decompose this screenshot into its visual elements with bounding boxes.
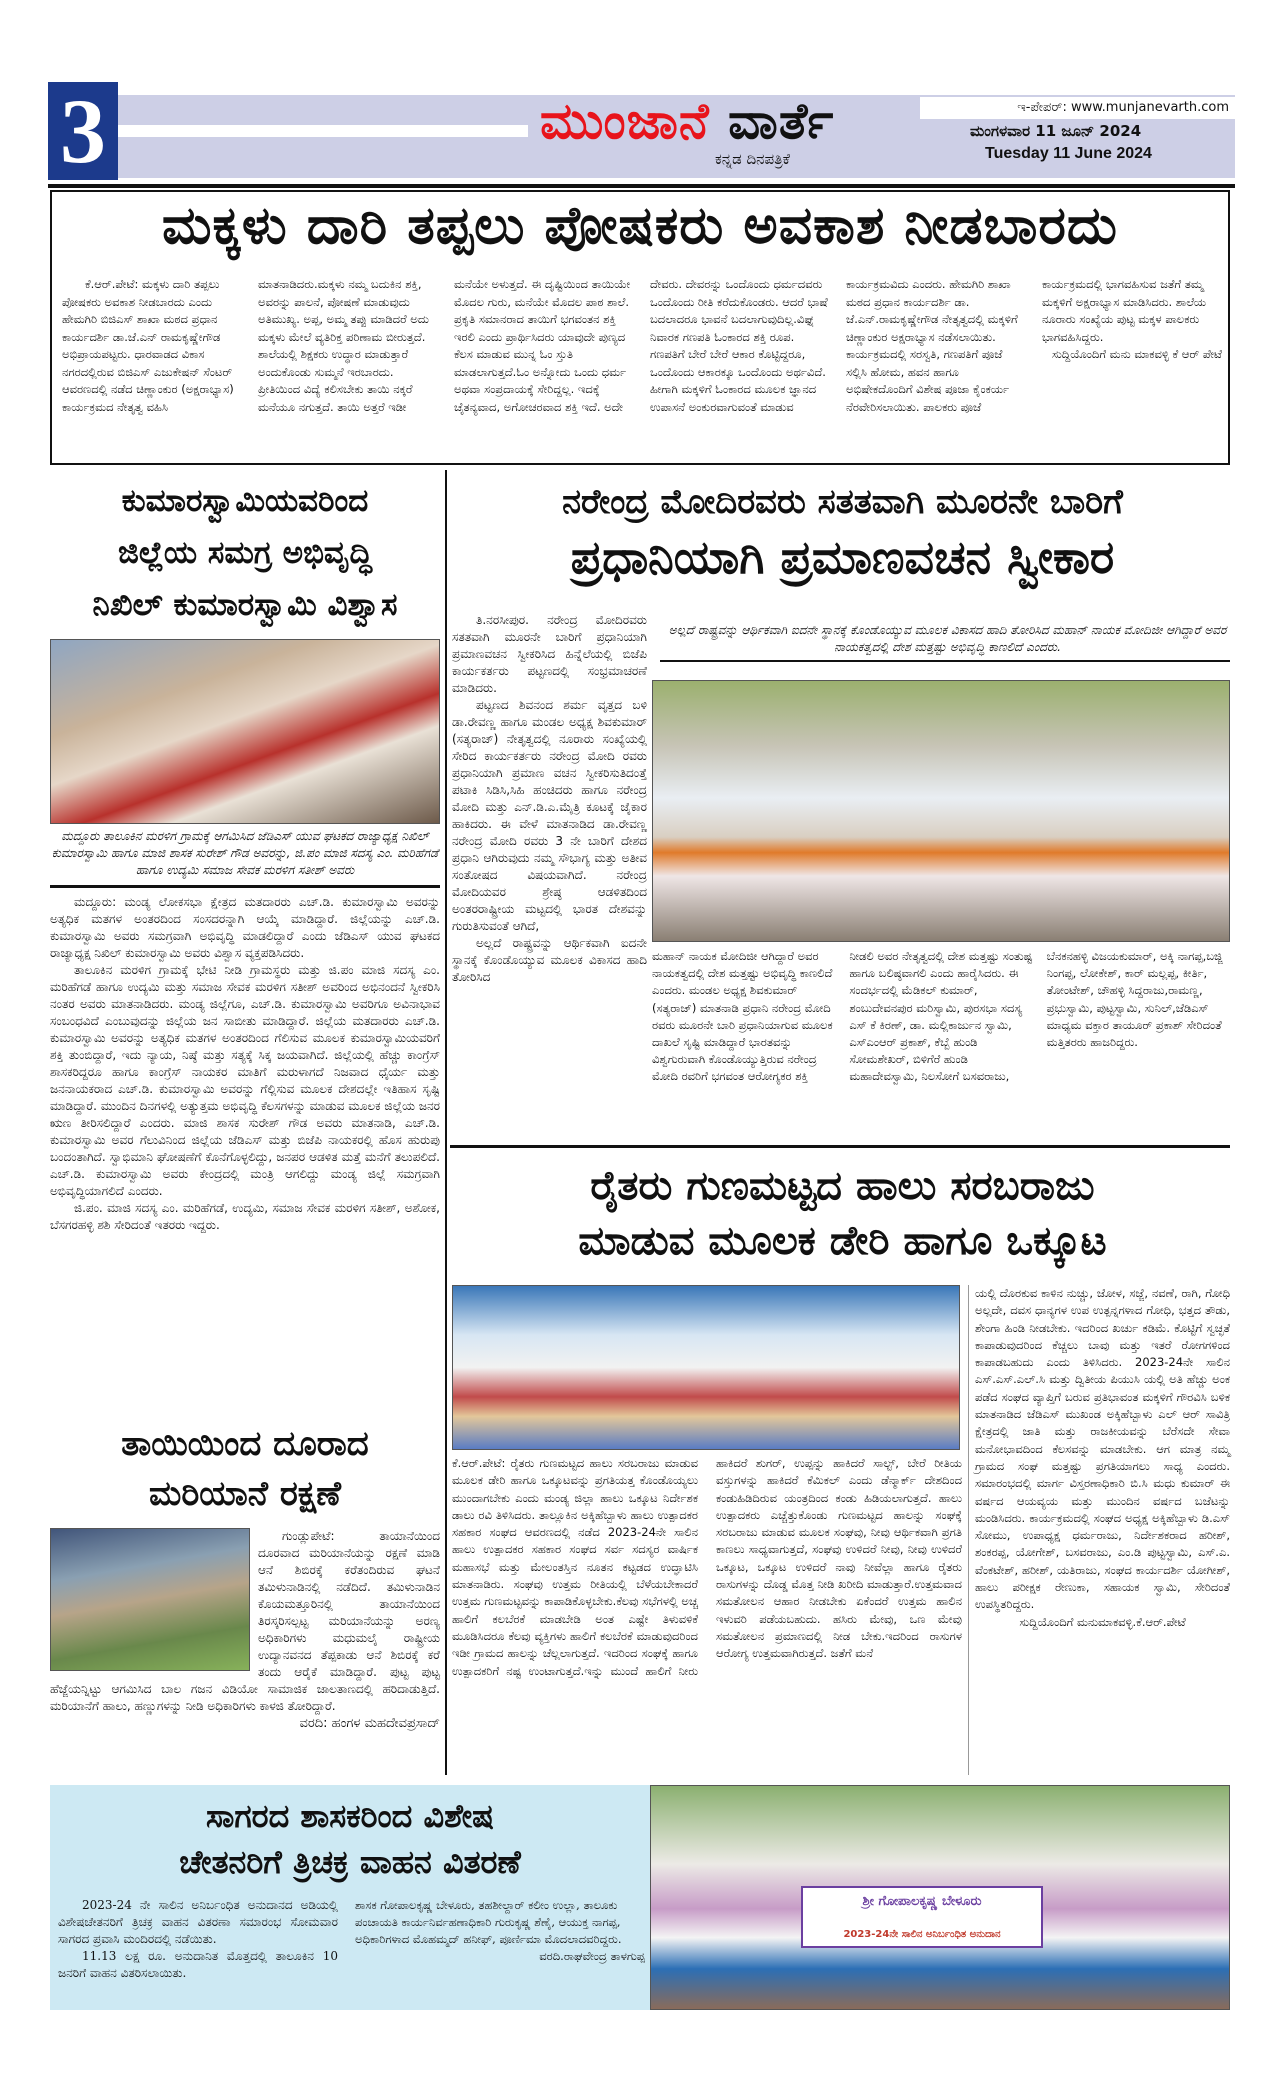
column-divider [445, 470, 447, 1775]
headline-line: ಜಿಲ್ಲೆಯ ಸಮಗ್ರ ಅಭಿವೃದ್ಧಿ [118, 535, 372, 571]
tricycle-distribution-photo [650, 1785, 1230, 2010]
modi-headline-line1: ನರೇಂದ್ರ ಮೋದಿರವರು ಸತತವಾಗಿ ಮೂರನೇ ಬಾರಿಗೆ [562, 482, 1123, 522]
tricycle-col1 [58, 1897, 338, 1982]
tagline: ಕನ್ನಡ ದಿನಪತ್ರಿಕೆ [715, 150, 791, 168]
modi-pull-quote: ಅಲ್ಲದೆ ರಾಷ್ಟ್ರವನ್ನು ಆರ್ಥಿಕವಾಗಿ ಐದನೇ ಸ್ಥಾನಕ್ಕೆ ಕೊಂಡೊಯ್ಯುವ ಮೂಲಕ ವಿಕಾಸದ ಹಾದಿ ತೋರಿಸಿದ ಮಹಾನ್ ನಾಯಕ ಮೋದಿಜೀ ಆಗಿದ್ದಾರೆ ಅವರ ನಾಯಕತ್ವದಲ್ಲಿ ದೇಶ ಮತ್ತಷ್ಟು ಅಭಿವೃದ್ಧಿ ಕಾಣಲಿದೆ ಎಂದರು. [668, 623, 1227, 654]
elephant-headline-line2: ಮರಿಯಾನೆ ರಕ್ಷಣೆ [149, 1474, 341, 1514]
divider [660, 660, 1230, 662]
date-kannada: ಮಂಗಳವಾರ 11 ಜೂನ್ 2024 [970, 122, 1142, 140]
modi-side-column [452, 612, 647, 986]
tricycle-col2 [355, 1897, 645, 1965]
divider [48, 184, 1235, 188]
masthead-divider [118, 125, 528, 137]
headline-line: ನಿಖಿಲ್ ಕುಮಾರಸ್ವಾಮಿ ವಿಶ್ವಾಸ [92, 587, 398, 623]
banner-subtitle: 2023-24ನೇ ಸಾಲಿನ ಅನಿರ್ಬಂಧಿತ ಅನುದಾನ [843, 1929, 1001, 1940]
elephant-body [50, 1528, 440, 1732]
elephant-headline-line1: ತಾಯಿಯಿಂದ ದೂರಾದ [121, 1424, 369, 1464]
date-english: Tuesday 11 June 2024 [985, 145, 1152, 162]
lead-body-text: ಕೆ.ಆರ್.ಪೇಟೆ: ಮಕ್ಕಳು ದಾರಿ ತಪ್ಪಲು ಪೋಷಕರು ಅವಕಾಶ ನೀಡಬಾರದು ಎಂದು ಹೇಮಗಿರಿ ಬಿಜಿಎಸ್ ಶಾಖಾ ಮಠದ ಪ್ರಧಾನ ಕಾರ್ಯದರ್ಶಿ ಡಾ.ಜೆ.ಎನ್ ರಾಮಕೃಷ್ಣೇಗೌಡ ಅಭಿಪ್ರಾಯಪಟ್ಟರು. ಧಾರವಾಡದ ವಿಕಾಸ ನಗರದಲ್ಲಿರುವ ಬಿಜಿಎಸ್ ಎಜುಕೇಷನ್ ಸೆಂಟರ್ ಆವರಣದಲ್ಲಿ ನಡೆದ ಚಿಣ್ಣಾಂಕುರ (ಅಕ್ಷರಾಭ್ಯಾಸ) ಕಾರ್ಯಕ್ರಮದ ನೇತೃತ್ವ ವಹಿಸಿ ಮಾತನಾಡಿದರು.ಮಕ್ಕಳು ನಮ್ಮ ಬದುಕಿನ ಶಕ್ತಿ, ಅವರನ್ನು ಪಾಲನೆ, ಪೋಷಣೆ ಮಾಡುವುದು ಅತಿಮುಖ್ಯ. ಅಪ್ಪ, ಅಮ್ಮ ತಪ್ಪು ಮಾಡಿದರೆ ಅದು ಮಕ್ಕಳು ಮೇಲೆ ವ್ಯತಿರಿಕ್ತ ಪರಿಣಾಮ ಬೀರುತ್ತದೆ. ಶಾಲೆಯಲ್ಲಿ ಶಿಕ್ಷಕರು ಉದ್ಧಾರ ಮಾಡುತ್ತಾರೆ ಅಂದುಕೊಂಡು ಸುಮ್ಮನೆ ಇರಬಾರದು. ಪ್ರೀತಿಯಿಂದ ವಿದ್ಯೆ ಕಲಿಸಬೇಕು ತಾಯಿ ನಕ್ಕರೆ ಮನೆಯೂ ನಗುತ್ತದೆ. ತಾಯಿ ಅತ್ತರೆ ಇಡೀ ಮನೆಯೇ ಅಳುತ್ತದೆ. ಈ ದೃಷ್ಟಿಯಿಂದ ತಾಯಿಯೇ ಮೊದಲ ಗುರು, ಮನೆಯೇ ಮೊದಲ ಪಾಠ ಶಾಲೆ. ಪ್ರಕೃತಿ ಸಮಾನರಾದ ತಾಯಿಗೆ ಭಗವಂತನ ಶಕ್ತಿ ಇರಲಿ ಎಂದು ಪ್ರಾರ್ಥಿಸಿದರು ಯಾವುದೇ ಪುಣ್ಯದ ಕೆಲಸ ಮಾಡುವ ಮುನ್ನ ಓಂ ಸ್ತುತಿ ಮಾಡಲಾಗುತ್ತದೆ.ಓಂ ಅನ್ನೋದು ಒಂದು ಧರ್ಮ ಅಥವಾ ಸಂಪ್ರದಾಯಕ್ಕೆ ಸೇರಿದ್ದಲ್ಲ. ಇದಕ್ಕೆ ಚೈತನ್ಯವಾದ, ಅಗೋಚರವಾದ ಶಕ್ತಿ ಇದೆ. ಅದೇ ದೇವರು. ದೇವರನ್ನು ಒಂದೊಂದು ಧರ್ಮದವರು ಒಂದೊಂದು ರೀತಿ ಕರೆದುಕೊಂಡರು. ಆದರೆ ಭಾಷೆ ಬದಲಾದರೂ ಭಾವನೆ ಬದಲಾಗುವುದಿಲ್ಲ.ವಿಘ್ನ ನಿವಾರಕ ಗಣಪತಿ ಓಂಕಾರದ ಶಕ್ತಿ ರೂಪ. ಗಣಪತಿಗೆ ಬೇರೆ ಬೇರೆ ಆಕಾರ ಕೊಟ್ಟಿದ್ದರೂ, ಒಂದೊಂದು ಆಕಾರಕ್ಕೂ ಒಂದೊಂದು ಅರ್ಥವಿದೆ. ಹೀಗಾಗಿ ಮಕ್ಕಳಿಗೆ ಓಂಕಾರದ ಮೂಲಕ ಜ್ಞಾನದ ಉಪಾಸನೆ ಅಂಕುರವಾಗುವಂತೆ ಮಾಡುವ ಕಾರ್ಯಕ್ರಮವಿದು ಎಂದರು. ಹೇಮಗಿರಿ ಶಾಖಾ ಮಠದ ಪ್ರಧಾನ ಕಾರ್ಯದರ್ಶಿ ಡಾ. ಜೆ.ಎನ್.ರಾಮಕೃಷ್ಣೇಗೌಡ ನೇತೃತ್ವದಲ್ಲಿ ಮಕ್ಕಳಿಗೆ ಚಿಣ್ಣಾಂಕುರ ಅಕ್ಷರಾಭ್ಯಾಸ ನಡೆಸಲಾಯಿತು. ಕಾರ್ಯಕ್ರಮದಲ್ಲಿ ಸರಸ್ವತಿ, ಗಣಪತಿಗೆ ಪೂಜೆ ಸಲ್ಲಿಸಿ ಹೋಮ, ಹವನ ಹಾಗೂ ಅಭಿಷೇಕದೊಂದಿಗೆ ವಿಶೇಷ ಪೂಜಾ ಕೈಂಕರ್ಯ ನೆರವೇರಿಸಲಾಯಿತು. ಪಾಲಕರು ಪೂಜೆ ಕಾರ್ಯಕ್ರಮದಲ್ಲಿ ಭಾಗವಹಿಸುವ ಜತೆಗೆ ತಮ್ಮ ಮಕ್ಕಳಿಗೆ ಅಕ್ಷರಾಭ್ಯಾಸ ಮಾಡಿಸಿದರು. ಶಾಲೆಯ ನೂರಾರು ಸಂಖ್ಯೆಯ ಪುಟ್ಟ ಮಕ್ಕಳ ಪಾಲಕರು ಭಾಗವಹಿಸಿದ್ದರು. [62, 277, 1207, 414]
lead-byline: ಸುದ್ದಿಯೊಂದಿಗೆ ಮನು ಮಾಕವಳ್ಳಿ ಕೆ ಆರ್ ಪೇಟೆ [1052, 347, 1222, 361]
tricycle-headline-line1: ಸಾಗರದ ಶಾಸಕರಿಂದ ವಿಶೇಷ [206, 1797, 494, 1835]
dairy-headline-line1: ರೈತರು ಗುಣಮಟ್ಟದ ಹಾಲು ಸರಬರಾಜು [590, 1163, 1095, 1209]
dairy-headline-line2: ಮಾಡುವ ಮೂಲಕ ಡೇರಿ ಹಾಗೂ ಒಕ್ಕೂಟ [578, 1218, 1107, 1264]
dairy-body: ಕೆ.ಆರ್.ಪೇಟೆ: ರೈತರು ಗುಣಮಟ್ಟದ ಹಾಲು ಸರಬರಾಜು ಮಾಡುವ ಮೂಲಕ ಡೇರಿ ಹಾಗೂ ಒಕ್ಕೂಟವನ್ನು ಪ್ರಗತಿಯತ್ತ ಕೊಂಡೊಯ್ಯಲು ಮುಂದಾಗಬೇಕು ಎಂದು ಮಂಡ್ಯ ಜಿಲ್ಲಾ ಹಾಲು ಒಕ್ಕೂಟ ನಿರ್ದೇಶಕ ಡಾಲು ರವಿ ತಿಳಿಸಿದರು. ತಾಲ್ಲೂಕಿನ ಅಕ್ಕಿಹೆಬ್ಬಾಳು ಹಾಲು ಉತ್ಪಾದಕರ ಸಹಕಾರ ಸಂಘದ ಆವರಣದಲ್ಲಿ ನಡೆದ 2023-24ನೇ ಸಾಲಿನ ಹಾಲು ಉತ್ಪಾದಕರ ಸಹಕಾರ ಸಂಘದ ಸರ್ವ ಸದಸ್ಯರ ವಾರ್ಷಿಕ ಮಹಾಸಭೆ ಮತ್ತು ಮೇಲಂತಸ್ತಿನ ನೂತನ ಕಟ್ಟಡದ ಉದ್ಘಾಟಿಸಿ ಮಾತನಾಡಿರು. ಸಂಘವು ಉತ್ತಮ ರೀತಿಯಲ್ಲಿ ಬೆಳೆಯಬೇಕಾದರೆ ಉತ್ತಮ ಗುಣಮಟ್ಟವನ್ನು ಕಾಪಾಡಿಕೊಳ್ಳಬೇಕು.ಕೆಲವು ಸಭೆಗಳಲ್ಲಿ ಅಚ್ಚ ಹಾಲಿಗೆ ಕಲಬೆರಕೆ ಮಾಡಬೇಡಿ ಅಂತ ಎಷ್ಟೇ ತಿಳುವಳಿಕೆ ಮೂಡಿಸಿದರೂ ಕೆಲವು ವ್ಯಕ್ತಿಗಳು ಹಾಲಿಗೆ ಕಲಬೆರಕೆ ಮಾಡುವುದರಿಂದ ಇಡೀ ಗ್ರಾಮದ ಹಾಲನ್ನು ಚೆಲ್ಲಲಾಗುತ್ತದೆ. ಇದರಿಂದ ಸಂಘಕ್ಕೆ ಹಾಗೂ ಉತ್ಪಾದಕರಿಗೆ ನಷ್ಟ ಉಂಟಾಗುತ್ತದೆ.ಇನ್ನು ಮುಂದೆ ಹಾಲಿಗೆ ನೀರು ಹಾಕಿದರೆ ಶುಗರ್, ಉಪ್ಪನ್ನು ಹಾಕಿದರೆ ಸಾಲ್ಟ್, ಬೇರೆ ರೀತಿಯ ವಸ್ತುಗಳನ್ನು ಹಾಕಿದರೆ ಕೆಮಿಕಲ್ ಎಂದು ಡೆನ್ಮಾರ್ಕ್ ದೇಶದಿಂದ ಕಂಡುಹಿಡಿದಿರುವ ಯಂತ್ರದಿಂದ ಕಂಡು ಹಿಡಿಯಲಾಗುತ್ತದೆ. ಹಾಲು ಉತ್ಪಾದಕರು ಎಚ್ಚೆತ್ತುಕೊಂಡು ಗುಣಮಟ್ಟದ ಹಾಲನ್ನು ಸಂಘಕ್ಕೆ ಸರಬರಾಜು ಮಾಡುವ ಮೂಲಕ ಸಂಘವು, ನೀವು ಆರ್ಥಿಕವಾಗಿ ಪ್ರಗತಿ ಕಾಣಲು ಸಾಧ್ಯವಾಗುತ್ತದೆ, ಸಂಘವು ಉಳಿದರೆ ನೀವು, ನೀವು ಉಳಿದರೆ ಒಕ್ಕೂಟ, ಒಕ್ಕೂಟ ಉಳಿದರೆ ನಾವು ನೀವೆಲ್ಲಾ ಹಾಗೂ ರೈತರು ರಾಸುಗಳನ್ನು ದೊಡ್ಡ ಮೊತ್ತ ನೀಡಿ ಖರೀದಿ ಮಾಡುತ್ತಾರೆ.ಉತ್ತಮವಾದ ಸಮತೋಲನ ಆಹಾರ ನೀಡಬೇಕು ಏಕೆಂದರೆ ಉತ್ತಮ ಹಾಲಿನ ಇಳುವರಿ ಪಡೆಯಬಹುದು. ಹಸಿರು ಮೇವು, ಒಣ ಮೇವು ಸಮತೋಲನ ಪ್ರಮಾಣದಲ್ಲಿ ನೀಡ ಬೇಕು.ಇದರಿಂದ ರಾಸುಗಳ ಆರೋಗ್ಯ ಉತ್ತಮವಾಗಿರುತ್ತದೆ. ಜತೆಗೆ ಮನೆ [452, 1456, 962, 1678]
dairy-meeting-photo [452, 1285, 960, 1450]
baby-elephant-photo [50, 1528, 250, 1671]
divider [50, 885, 440, 888]
paragraph: ಯಲ್ಲಿ ದೊರಕುವ ಕಾಳಿನ ನುಚ್ಚು, ಜೋಳ, ಸಜ್ಜೆ, ನವಣೆ, ರಾಗಿ, ಗೋಧಿ ಅಲ್ಲದೇ, ದವಸ ಧಾನ್ಯಗಳ ಉಪ ಉತ್ಪನ್ನಗಳಾದ ಗೋಧಿ, ಭತ್ತದ ತೌಡು, ಶೇಂಗಾ ಹಿಂಡಿ ನೀಡಬೇಕು. ಇದರಿಂದ ಖರ್ಚು ಕಡಿಮೆ. ಕೊಟ್ಟಿಗೆ ಸ್ವಚ್ಛತೆ ಕಾಪಾಡುವುದರಿಂದ ಕೆಚ್ಚಲು ಬಾವು ಮತ್ತು ಇತರೆ ರೋಗಗಳಿಂದ ಕಾಪಾಡಬಹುದು ಎಂದು ತಿಳಿಸಿದರು. 2023-24ನೇ ಸಾಲಿನ ಎಸ್.ಎಸ್.ಎಲ್.ಸಿ ಮತ್ತು ದ್ವಿತೀಯ ಪಿಯುಸಿ ಯಲ್ಲಿ ಅತಿ ಹೆಚ್ಚು ಅಂಕ ಪಡೆದ ಸಂಘದ ವ್ಯಾಪ್ತಿಗೆ ಬರುವ ಪ್ರತಿಭಾವಂತ ಮಕ್ಕಳಿಗೆ ಗೌರವಿಸಿ ಬಳಿಕ ಮಾತನಾಡಿದ ಜೆಡಿಎಸ್ ಮುಖಂಡ ಅಕ್ಕಿಹೆಬ್ಬಾಳು ಎಲ್ ಆರ್ ಸಾವಿತ್ರಿ ಕ್ಷೇತ್ರದಲ್ಲಿ ಜಾತಿ ಮತ್ತು ರಾಜಕೀಯವನ್ನು ಬೆರೆಸದೇ ಸೇವಾ ಮನೋಭಾವದಿಂದ ಕೆಲಸವನ್ನು ಮಾಡಬೇಕು. ಆಗ ಮಾತ್ರ ನಮ್ಮ ಗ್ರಾಮದ ಸಂಘ ಮತ್ತಷ್ಟು ಪ್ರಗತಿಯಾಗಲು ಸಾಧ್ಯ ಎಂದರು. ಸಮಾರಂಭದಲ್ಲಿ ಮಾರ್ಗ ವಿಸ್ತರಣಾಧಿಕಾರಿ ಬಿ.ಸಿ ಮಧು ಕುಮಾರ್ ಈ ವರ್ಷದ ಆಯವ್ಯಯ ಮತ್ತು ಮುಂದಿನ ವರ್ಷದ ಬಜೆಟನ್ನು ಮಂಡಿಸಿದರು. ಕಾರ್ಯಕ್ರಮದಲ್ಲಿ ಸಂಘದ ಅಧ್ಯಕ್ಷ ಅಕ್ಕಿಹೆಬ್ಬಾಳು ಡಿ.ಎಸ್ ಸೋಮು, ಉಪಾಧ್ಯಕ್ಷ ಧರ್ಮರಾಜು, ನಿರ್ದೇಶಕರಾದ ಹರೀಶ್, ಶಂಕರಪ್ಪ, ಯೋಗೇಶ್, ಬಸವರಾಜು, ಎಂ.ಡಿ ಪುಟ್ಟಸ್ವಾಮಿ, ಎಸ್.ಎ. ವೆಂಕಟೇಶ್, ಹರೀಶ್, ಯತಿರಾಜು, ಸಂಘದ ಕಾರ್ಯದರ್ಶಿ ಯೋಗೀಶ್, ಹಾಲು ಪರೀಕ್ಷಕ ರೇಣುಕಾ, ಸಹಾಯಕ ಸ್ವಾಮಿ, ಸೇರಿದಂತೆ ಉಪಸ್ಥಿತರಿದ್ದರು. [975, 1286, 1230, 1612]
logo-part1: ಮುಂಜಾನೆ [540, 92, 710, 150]
elephant-byline: ವರದಿ: ಹಂಗಳ ಮಹದೇವಪ್ರಸಾದ್ [299, 1716, 440, 1731]
paragraph: ಶಾಸಕ ಗೋಪಾಲಕೃಷ್ಣ ಬೇಳೂರು, ತಹಶೀಲ್ದಾರ್ ಕಲೀಂ ಉಲ್ಲಾ, ತಾಲೂಕು ಪಂಚಾಯತಿ ಕಾರ್ಯನಿರ್ವಹಣಾಧಿಕಾರಿ ಗುರುಕೃಷ್ಣ ಶೆಣೈ, ಆಯುಕ್ತ ನಾಗಪ್ಪ, ಅಧಿಕಾರಿಗಳಾದ ಮೊಹಮ್ಮದ್ ಹನೀಫ್, ಪೂರ್ಣಿಮಾ ಮೊದಲಾದವರಿದ್ದರು. [355, 1898, 622, 1946]
paragraph: ಅಲ್ಲದೆ ರಾಷ್ಟ್ರವನ್ನು ಆರ್ಥಿಕವಾಗಿ ಐದನೇ ಸ್ಥಾನಕ್ಕೆ ಕೊಂಡೊಯ್ಯುವ ಮೂಲಕ ವಿಕಾಸದ ಹಾದಿ ತೋರಿಸಿದ [452, 936, 647, 984]
tricycle-headline-line2: ಚೇತನರಿಗೆ ತ್ರಿಚಕ್ರ ವಾಹನ ವಿತರಣೆ [179, 1843, 521, 1881]
kumaraswamy-headline [50, 475, 440, 631]
tricycle-byline: ವರದಿ.ರಾಘವೇಂದ್ರ ತಾಳಗುಪ್ಪ [539, 1949, 645, 1963]
dairy-byline: ಸುದ್ದಿಯೊಂದಿಗೆ ಮನುಮಾಕವಳ್ಳಿ.ಕೆ.ಆರ್.ಪೇಟೆ [1019, 1614, 1186, 1629]
headline-line: ಕುಮಾರಸ್ವಾಮಿಯವರಿಂದ [121, 483, 369, 519]
paragraph: 11.13 ಲಕ್ಷ ರೂ. ಅನುದಾನಿತ ಮೊತ್ತದಲ್ಲಿ ತಾಲೂಕಿನ 10 ಜನರಿಗೆ ವಾಹನ ವಿತರಿಸಲಾಯಿತು. [58, 1949, 338, 1980]
page-number: 3 [48, 82, 118, 180]
modi-headline-line2: ಪ್ರಧಾನಿಯಾಗಿ ಪ್ರಮಾಣವಚನ ಸ್ವೀಕಾರ [570, 530, 1115, 584]
photo-banner [801, 1886, 1043, 1948]
paragraph: ತಿ.ನರಸೀಪುರ. ನರೇಂದ್ರ ಮೋದಿರವರು ಸತತವಾಗಿ ಮೂರನೇ ಬಾರಿಗೆ ಪ್ರಧಾನಿಯಾಗಿ ಪ್ರಮಾಣವಚನ ಸ್ವೀಕರಿಸಿದ ಹಿನ್ನೆಲೆಯಲ್ಲಿ ಬಿಜೆಪಿ ಕಾರ್ಯಕರ್ತರು ಪಟ್ಟಣದಲ್ಲಿ ಸಂಭ್ರಮಾಚರಣೆ ಮಾಡಿದರು. [452, 613, 647, 695]
dairy-right-column [975, 1285, 1230, 1631]
lead-headline: ಮಕ್ಕಳು ದಾರಿ ತಪ್ಪಲು ಪೋಷಕರು ಅವಕಾಶ ನೀಡಬಾರದು [162, 196, 1118, 256]
lead-story [50, 190, 1230, 465]
modi-bottom-columns: ಮಹಾನ್ ನಾಯಕ ಮೋದಿಜೀ ಆಗಿದ್ದಾರೆ ಅವರ ನಾಯಕತ್ವದಲ್ಲಿ ದೇಶ ಮತ್ತಷ್ಟು ಅಭಿವೃದ್ಧಿ ಕಾಣಲಿದೆ ಎಂದರು. ಮಂಡಲ ಅಧ್ಯಕ್ಷ ಶಿವಕುಮಾರ್ (ಸತ್ಯರಾಜ್) ಮಾತನಾಡಿ ಪ್ರಧಾನಿ ನರೇಂದ್ರ ಮೋದಿ ರವರು ಮೂರನೇ ಬಾರಿ ಪ್ರಧಾನಿಯಾಗುವ ಮೂಲಕ ದಾಖಲೆ ಸೃಷ್ಟಿ ಮಾಡಿದ್ದಾರೆ ಭಾರತವನ್ನು ವಿಶ್ವಗುರುವಾಗಿ ಕೊಂಡೊಯ್ಯುತ್ತಿರುವ ನರೇಂದ್ರ ಮೋದಿ ರವರಿಗೆ ಭಗವಂತ ಆರೋಗ್ಯಕರ ಶಕ್ತಿ ನೀಡಲಿ ಅವರ ನೇತೃತ್ವದಲ್ಲಿ ದೇಶ ಮತ್ತಷ್ಟು ಸಂತುಷ್ಟ ಹಾಗೂ ಬಲಿಷ್ಠವಾಗಲಿ ಎಂದು ಹಾರೈಸಿದರು. ಈ ಸಂದರ್ಭದಲ್ಲಿ ಮೆಡಿಕಲ್ ಕುಮಾರ್, ಶಂಬುದೇವನಪುರ ಮರಿಸ್ವಾಮಿ, ಪುರಸಭಾ ಸದಸ್ಯ ಎಸ್ ಕೆ ಕಿರಣ್, ಡಾ. ಮಲ್ಲಿಕಾರ್ಜುನ ಸ್ವಾಮಿ, ಎಸ್‌ಎಂಆರ್ ಪ್ರಕಾಶ್, ಕೆಬ್ಬೆ ಹುಂಡಿ ಸೋಮಶೇಖರ್, ಬಿಳಿಗೆರೆ ಹುಂಡಿ ಮಹಾದೇವಸ್ವಾಮಿ, ನಿಲಸೋಗೆ ಬಸವರಾಜು, ಬೆನಕನಹಳ್ಳಿ ವಿಜಯಕುಮಾರ್, ಅಕ್ಕಿ ನಾಗಪ್ಪ,ಬಜ್ಜಿ ನಿಂಗಪ್ಪ, ಲೋಕೇಶ್, ಕಾರ್ ಮಲ್ಲಪ್ಪ, ಕೀರ್ತಿ, ತೋಂಟೇಶ್, ಚೌಹಳ್ಳಿ ಸಿದ್ದರಾಜು,ರಾಮಣ್ಣ, ಪ್ರಭುಸ್ವಾಮಿ, ಪುಟ್ಟಸ್ವಾಮಿ, ಸುನಿಲ್,ಜೆಡಿಎಸ್ ಮಾಧ್ಯಮ ವಕ್ತಾರ ತಾಯೂರ್ ಪ್ರಕಾಶ್ ಸೇರಿದಂತೆ ಮತ್ತಿತರರು ಹಾಜರಿದ್ದರು. [652, 949, 1223, 1084]
banner-title: ಶ್ರೀ ಗೋಪಾಲಕೃಷ್ಣ ಬೇಳೂರು [862, 1894, 982, 1909]
tricycle-story [50, 1785, 1230, 2010]
logo-part2: ವಾರ್ತೆ [728, 92, 835, 150]
kumaraswamy-story [50, 475, 440, 1234]
divider [450, 1145, 1230, 1148]
paragraph: ಮದ್ದೂರು: ಮಂಡ್ಯ ಲೋಕಸಭಾ ಕ್ಷೇತ್ರದ ಮತದಾರರು ಎಚ್.ಡಿ. ಕುಮಾರಸ್ವಾಮಿ ಅವರನ್ನು ಅತ್ಯಧಿಕ ಮತಗಳ ಅಂತರದಿಂದ ಸಂಸದರನ್ನಾಗಿ ಆಯ್ಕೆ ಮಾಡಿದ್ದಾರೆ. ಜಿಲ್ಲೆಯನ್ನು ಎಚ್.ಡಿ. ಕುಮಾರಸ್ವಾಮಿ ಅವರು ಸಮಗ್ರವಾಗಿ ಅಭಿವೃದ್ಧಿ ಮಾಡಲಿದ್ದಾರೆ ಎಂದು ಜೆಡಿಎಸ್ ಯುವ ಘಟಕದ ರಾಜ್ಯಾಧ್ಯಕ್ಷ ನಿಖಿಲ್ ಕುಮಾರಸ್ವಾಮಿ ಅವರು ವಿಶ್ವಾಸ ವ್ಯಕ್ತಪಡಿಸಿದರು. [50, 895, 440, 960]
paragraph: ಪಟ್ಟಣದ ಶಿವನಂದ ಶರ್ಮ ವೃತ್ತದ ಬಳಿ ಡಾ.ರೇವಣ್ಣ ಹಾಗೂ ಮಂಡಲ ಅಧ್ಯಕ್ಷ ಶಿವಕುಮಾರ್ (ಸತ್ಯರಾಜ್) ನೇತೃತ್ವದಲ್ಲಿ ನೂರಾರು ಸಂಖ್ಯೆಯಲ್ಲಿ ಸೇರಿದ ಕಾರ್ಯಕರ್ತರು ನರೇಂದ್ರ ಮೋದಿ ರವರು ಪ್ರಧಾನಿಯಾಗಿ ಪ್ರಮಾಣ ವಚನ ಸ್ವೀಕರಿಸುತಿದಂತ್ತೆ ಪಟಾಕಿ ಸಿಡಿಸಿ,ಸಿಹಿ ಹಂಚಿದರು ಹಾಗೂ ನರೇಂದ್ರ ಮೋದಿ ಮತ್ತು ಎನ್.ಡಿ.ಎ.ಮೈತ್ರಿ ಕೂಟಕ್ಕೆ ಜೈಕಾರ ಹಾಕಿದರು. ಈ ವೇಳೆ ಮಾತನಾಡಿದ ಡಾ.ರೇವಣ್ಣ ನರೇಂದ್ರ ಮೋದಿ ರವರು 3 ನೇ ಬಾರಿಗೆ ದೇಶದ ಪ್ರಧಾನಿ ಆಗಿರುವುದು ನಮ್ಮ ಸೌಭಾಗ್ಯ ಮತ್ತು ಅತೀವ ಸಂತೋಷದ ವಿಷಯವಾಗಿದೆ. ನರೇಂದ್ರ ಮೋದಿಯವರ ಶ್ರೇಷ್ಠ ಆಡಳಿತದಿಂದ ಅಂತರರಾಷ್ಟ್ರೀಯ ಮಟ್ಟದಲ್ಲಿ ಭಾರತ ದೇಶವನ್ನು ಗುರುತಿಸುವಂತೆ ಆಗಿದೆ, [452, 698, 647, 933]
epaper-url[interactable]: ಇ-ಪೇಪರ್: www.munjanevarth.com [920, 97, 1235, 119]
newspaper-logo [540, 92, 834, 151]
paragraph: ಗುಂಡ್ಲುಪೇಟೆ: ತಾಯಾನೆಯಿಂದ ದೂರವಾದ ಮರಿಯಾನೆಯನ್ನು ರಕ್ಷಣೆ ಮಾಡಿ ಆನೆ ಶಿಬಿರಕ್ಕೆ ಕರೆತಂದಿರುವ ಘಟನೆ ತಮಿಳುನಾಡಿನಲ್ಲಿ ನಡೆದಿದೆ. ತಮಿಳುನಾಡಿನ ಕೊಯಮತ್ತೂರಿನಲ್ಲಿ ತಾಯಾನೆಯಿಂದ ತಿರಸ್ಕರಿಸಲ್ಪಟ್ಟ ಮರಿಯಾನೆಯನ್ನು ಅರಣ್ಯ ಅಧಿಕಾರಿಗಳು ಮಧುಮಲೈ ರಾಷ್ಟ್ರೀಯ ಉದ್ಯಾನವನದ ತೆಪ್ಪಕಾಡು ಆನೆ ಶಿಬಿರಕ್ಕೆ ಕರೆ ತಂದು ಆರೈಕೆ ಮಾಡಿದ್ದಾರೆ. ಪುಟ್ಟ ಪುಟ್ಟ ಹೆಜ್ಜೆಯನ್ನಿಟ್ಟು ಆಗಮಿಸಿದ ಬಾಲ ಗಜನ ವಿಡಿಯೋ ಸಾಮಾಜಿಕ ಜಾಲತಾಣದಲ್ಲಿ ಹರಿದಾಡುತ್ತಿದೆ. ಮರಿಯಾನೆಗೆ ಹಾಲು, ಹಣ್ಣುಗಳನ್ನು ನೀಡಿ ಅಧಿಕಾರಿಗಳು ಕಾಳಜಿ ತೋರಿದ್ದಾರೆ. [50, 1529, 440, 1713]
kumaraswamy-photo [50, 639, 440, 824]
paragraph: ಜಿ.ಪಂ. ಮಾಜಿ ಸದಸ್ಯ ಎಂ. ಮರಿಹೆಗಡೆ, ಉದ್ಯಮಿ, ಸಮಾಜ ಸೇವಕ ಮರಳಿಗ ಸತೀಶ್, ಅಶೋಕ, ಬೆಸಗರಹಳ್ಳಿ ಶಶಿ ಸೇರಿದಂತೆ ಇತರರು ಇದ್ದರು. [50, 1201, 440, 1232]
paragraph: 2023-24 ನೇ ಸಾಲಿನ ಅನಿರ್ಬಂಧಿತ ಅನುದಾನದ ಅಡಿಯಲ್ಲಿ ವಿಶೇಷಚೇತನರಿಗೆ ತ್ರಿಚಕ್ರ ವಾಹನ ವಿತರಣಾ ಸಮಾರಂಭ ಸೋಮವಾರ ಸಾಗರದ ಪ್ರವಾಸಿ ಮಂದಿರದಲ್ಲಿ ನಡೆಯಿತು. [58, 1898, 338, 1946]
modi-celebration-photo [652, 680, 1230, 942]
photo-caption: ಮದ್ದೂರು ತಾಲೂಕಿನ ಮರಳಿಗ ಗ್ರಾಮಕ್ಕೆ ಆಗಮಿಸಿದ ಜೆಡಿಎಸ್ ಯುವ ಘಟಕದ ರಾಜ್ಯಾಧ್ಯಕ್ಷ ನಿಖಿಲ್ ಕುಮಾರಸ್ವಾಮಿ ಹಾಗೂ ಮಾಜಿ ಶಾಸಕ ಸುರೇಶ್ ಗೌಡ ಅವರನ್ನು, ಜಿ.ಪಂ ಮಾಜಿ ಸದಸ್ಯ ಎಂ. ಮರಿಹೆಗಡೆ ಹಾಗೂ ಉದ್ಯಮಿ ಸಮಾಜ ಸೇವಕ ಮರಳಿಗ ಸತೀಶ್ ಅವರು [51, 829, 439, 877]
paragraph: ತಾಲೂಕಿನ ಮರಳಿಗ ಗ್ರಾಮಕ್ಕೆ ಭೇಟಿ ನೀಡಿ ಗ್ರಾಮಸ್ಥರು ಮತ್ತು ಜಿ.ಪಂ ಮಾಜಿ ಸದಸ್ಯ ಎಂ. ಮರಿಹೆಗಡೆ ಹಾಗೂ ಉದ್ಯಮಿ ಮತ್ತು ಸಮಾಜ ಸೇವಕ ಮರಳಿಗ ಸತೀಶ್ ಅವರಿಂದ ಅಭಿನಂದನೆ ಸ್ವೀಕರಿಸಿ ನಂತರ ಅವರು ಮಾತನಾಡಿದರು. ಮಂಡ್ಯ ಜಿಲ್ಲೆಗೂ, ಎಚ್.ಡಿ. ಕುಮಾರಸ್ವಾಮಿ ಅವರಿಗೂ ಅವಿನಾಭಾವ ಸಂಬಂಧವಿದೆ ಎಂಬುವುದನ್ನು ಜಿಲ್ಲೆಯ ಜನ ಸಾಬೀತು ಮಾಡಿದ್ದಾರೆ. ಜಿಲ್ಲೆಯ ಮತದಾರರು ಎಚ್.ಡಿ. ಕುಮಾರಸ್ವಾಮಿ ಅವರನ್ನು ಅತ್ಯಧಿಕ ಮತಗಳ ಅಂತರದಿಂದ ಗೆಲಿಸುವ ಮೂಲಕ ಕುಮಾರಸ್ವಾಮಿಯವರಿಗೆ ಶಕ್ತಿ ತುಂಬಿದ್ದಾರೆ, ಇದು ನ್ಯಾಯ, ನಿಷ್ಠೆ ಮತ್ತು ಸತ್ಯಕ್ಕೆ ಸಿಕ್ಕ ಜಯವಾಗಿದೆ. ಜಿಲ್ಲೆಯಲ್ಲಿ ಹೆಚ್ಚು ಕಾಂಗ್ರೆಸ್ ಶಾಸಕರಿದ್ದರೂ ಹಾಗೂ ಕಾಂಗ್ರೆಸ್ ನಾಯಕರ ಮಾತಿಗೆ ಮರುಳಾಗದೆ ನಿಜವಾದ ಧೈರ್ಯ ಮತ್ತು ಜನನಾಯಕರಾದ ಎಚ್.ಡಿ. ಕುಮಾರಸ್ವಾಮಿ ಅವರನ್ನು ಗೆಲ್ಲಿಸುವ ಮೂಲಕ ದೇಶದಲ್ಲೇ ಇತಿಹಾಸ ಸೃಷ್ಟಿ ಮಾಡಿದ್ದಾರೆ. ಮುಂದಿನ ದಿನಗಳಲ್ಲಿ ಅತ್ಯುತ್ತಮ ಅಭಿವೃದ್ಧಿ ಕೆಲಸಗಳನ್ನು ಮಾಡುವ ಮೂಲಕ ಜಿಲ್ಲೆಯ ಜನರ ಋಣ ತೀರಿಸಲಿದ್ದಾರೆ ಎಂದರು. ಮಾಜಿ ಶಾಸಕ ಸುರೇಶ್ ಗೌಡ ಅವರು ಮಾತನಾಡಿ, ಎಚ್.ಡಿ. ಕುಮಾರಸ್ವಾಮಿ ಅವರ ಗೆಲುವಿನಿಂದ ಜಿಲ್ಲೆಯ ಜೆಡಿಎಸ್ ಮತ್ತು ಬಿಜೆಪಿ ನಾಯಕರಲ್ಲಿ ಹೊಸ ಹುರುಪು ಬಂದಂತಾಗಿದೆ. ಸ್ವಾಭಿಮಾನಿ ಘೋಷಣೆಗೆ ಕೊನೆಗೊಳ್ಳಲಿದ್ದು, ಜನಪರ ಆಡಳಿತ ಮತ್ತೆ ಮನೆಗೆ ತಲುಪಲಿದೆ. ಎಚ್.ಡಿ. ಕುಮಾರಸ್ವಾಮಿ ಅವರು ಕೇಂದ್ರದಲ್ಲಿ ಮಂತ್ರಿ ಆಗಲಿದ್ದು ಮಂಡ್ಯ ಜಿಲ್ಲೆ ಸಮಗ್ರವಾಗಿ ಅಭಿವೃದ್ಧಿಯಾಗಲಿದೆ ಎಂದರು. [50, 963, 440, 1198]
column-divider [968, 1285, 969, 1775]
lead-body [62, 276, 1222, 456]
